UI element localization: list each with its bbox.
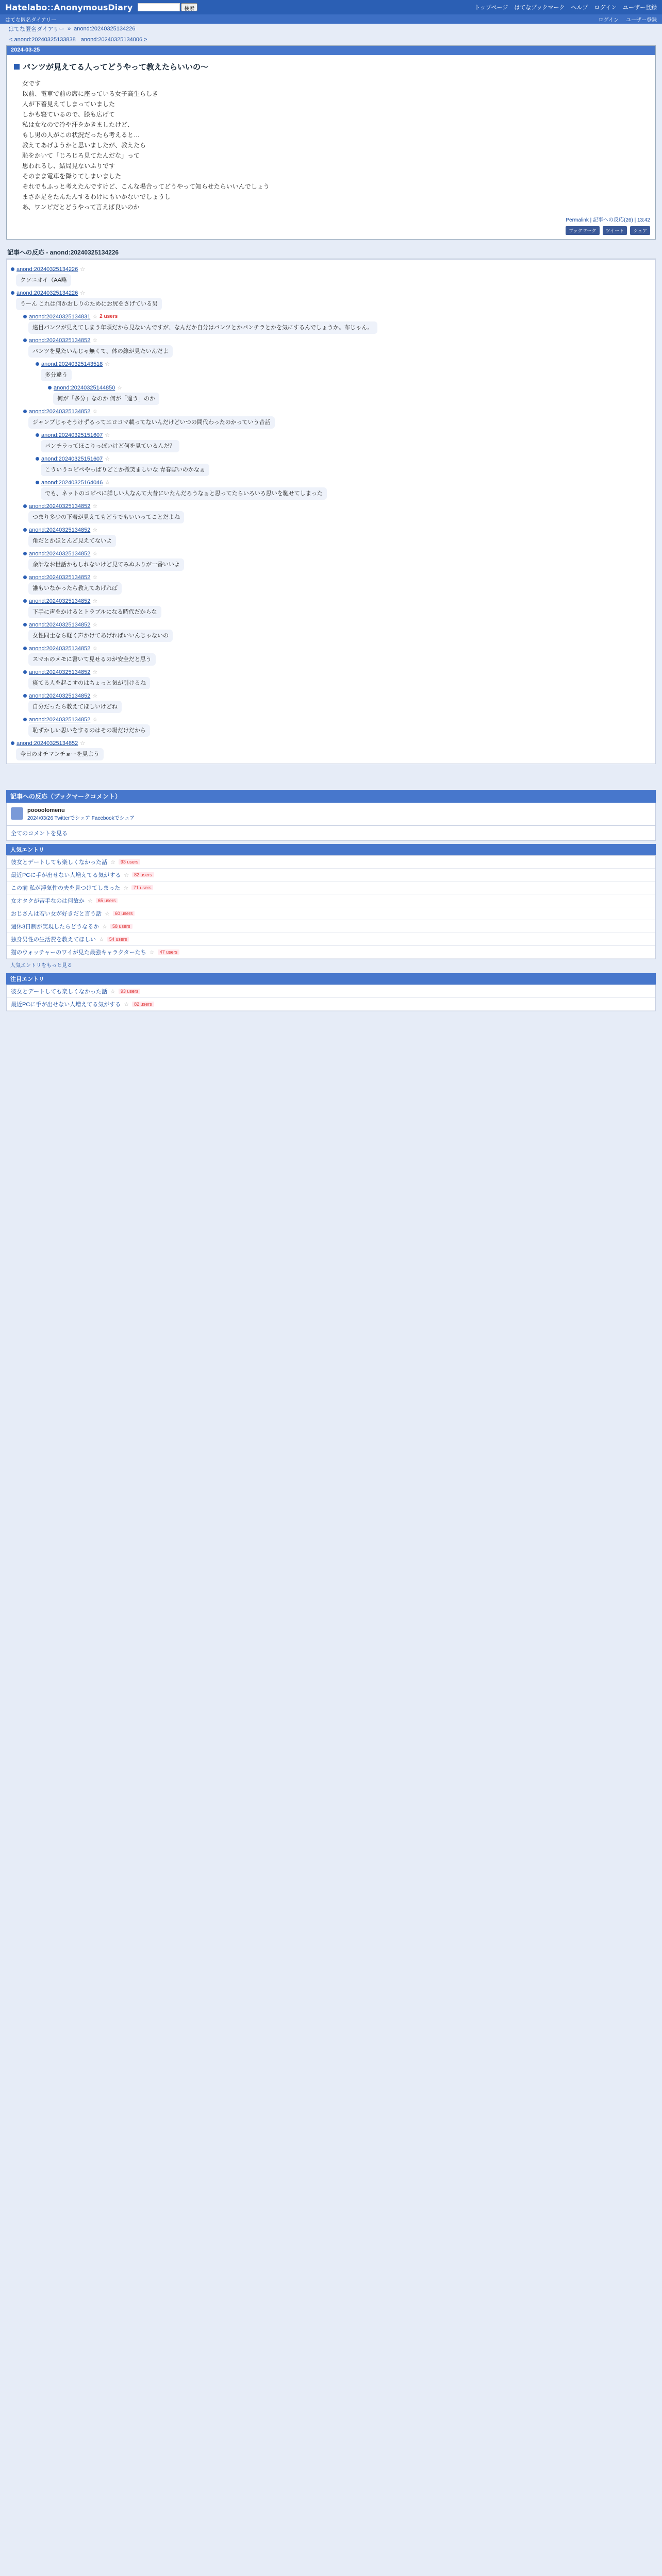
- prev-entry-link[interactable]: < anond:20240325133838: [9, 37, 76, 43]
- bookmark-count-badge[interactable]: 65 users: [96, 898, 118, 903]
- recent-list: [6, 985, 656, 1011]
- comment: [23, 598, 651, 618]
- bookmark-count-badge[interactable]: 60 users: [113, 911, 135, 916]
- bullet-icon: [11, 267, 14, 271]
- comment-id-link[interactable]: anond:20240325134852: [29, 598, 91, 604]
- comment: [36, 455, 651, 476]
- sub-login-link[interactable]: ログイン: [598, 17, 619, 23]
- comment-id-link[interactable]: anond:20240325134226: [16, 290, 78, 296]
- comment: [23, 337, 651, 358]
- entry-title[interactable]: 週休3日制が実現したらどうなるか: [11, 924, 100, 930]
- bookmark-count-badge[interactable]: 2 users: [100, 314, 118, 319]
- sub-register-link[interactable]: ユーザー登録: [626, 17, 657, 23]
- article-line: もし男の人がこの状況だったら考えると…: [22, 131, 140, 139]
- list-item[interactable]: [7, 882, 655, 894]
- comment-id-link[interactable]: anond:20240325134852: [29, 692, 91, 699]
- comment-header: [23, 621, 651, 628]
- comment-header: [23, 337, 651, 344]
- entry-title[interactable]: おじさんは若い女が好きだと言う話: [11, 911, 102, 917]
- title-square-icon: [14, 64, 20, 70]
- article-date: 2024-03-25: [7, 46, 655, 55]
- star-icon[interactable]: ☆: [149, 949, 155, 956]
- article-line: 人が下着見えてしまっていました: [22, 100, 115, 108]
- entry-title[interactable]: 彼女とデートしても楽しくなかった話: [11, 859, 107, 866]
- comment-body: 余計なお世話かもしれないけど見てみぬふりが一番いいよ: [28, 558, 184, 571]
- comment-id-link[interactable]: anond:20240325134852: [29, 669, 91, 675]
- comment-body: つまり多少の下着が見えてもどうでもいいってことだよね: [28, 511, 184, 523]
- bullet-icon: [23, 552, 27, 555]
- comment-header: [36, 455, 651, 462]
- star-icon[interactable]: ☆: [102, 923, 107, 930]
- entry-title[interactable]: 最近PCに手が出せない人増えてる気がする: [11, 872, 121, 878]
- comment: [23, 716, 651, 737]
- comment-id-link[interactable]: anond:20240325144850: [54, 384, 115, 391]
- top-bar: [0, 0, 662, 14]
- breadcrumb-home[interactable]: はてな匿名ダイアリー: [8, 26, 65, 32]
- comment-id-link[interactable]: anond:20240325134852: [29, 503, 91, 510]
- bookmark-count-badge[interactable]: 82 users: [132, 1002, 154, 1007]
- comment-id-link[interactable]: anond:20240325134852: [29, 337, 91, 344]
- popular-more-link[interactable]: 人気エントリをもっと見る: [10, 963, 72, 969]
- comment-header: [23, 503, 651, 510]
- comment: [36, 479, 651, 500]
- comment-id-link[interactable]: anond:20240325134852: [29, 716, 91, 723]
- top-link-login[interactable]: ログイン: [594, 5, 617, 11]
- comment: [36, 361, 651, 381]
- comment: [23, 503, 651, 523]
- bookmark-count-badge[interactable]: 47 users: [158, 950, 180, 955]
- star-icon[interactable]: ☆: [92, 409, 98, 415]
- comment-body: パンツを見たいんじゃ無くて、体の線が見たいんだよ: [28, 345, 173, 358]
- comment-id-link[interactable]: anond:20240325134852: [29, 645, 91, 652]
- entry-title[interactable]: 彼女とデートしても楽しくなかった話: [11, 989, 107, 995]
- bookmark-share-button[interactable]: ブックマーク: [566, 226, 599, 235]
- article-title-row: [14, 61, 648, 72]
- comment: [23, 669, 651, 689]
- bullet-icon: [36, 362, 39, 366]
- bullet-icon: [23, 338, 27, 342]
- article-line: 教えてあげようかと思いましたが、教えたら: [22, 142, 146, 149]
- comment-body: 女性同士なら軽く声かけてあげればいいんじゃないの: [28, 630, 173, 642]
- comment-header: [23, 669, 651, 675]
- comment-header: [23, 550, 651, 557]
- bookmark-count-badge[interactable]: 54 users: [107, 937, 129, 942]
- list-item[interactable]: [7, 856, 655, 869]
- comment-id-link[interactable]: anond:20240325164046: [41, 479, 103, 486]
- star-icon[interactable]: ☆: [92, 717, 98, 723]
- breadcrumb-current: anond:20240325134226: [74, 26, 136, 32]
- comment-body: 自分だったら教えてほしいけどね: [28, 701, 122, 713]
- bookmark-count-badge[interactable]: 82 users: [132, 872, 154, 877]
- sub-bar: [0, 14, 662, 24]
- article-line: そのまま電車を降りてしまいました: [22, 173, 122, 180]
- bookmark-heading: 記事への反応（ブックマークコメント）: [6, 790, 656, 803]
- bookmark-section: [6, 790, 656, 1011]
- comment-body: 誰もいなかったら教えてあげれば: [28, 582, 122, 595]
- comment: [48, 384, 651, 405]
- comment-header: [23, 408, 651, 415]
- star-icon[interactable]: ☆: [92, 551, 98, 557]
- comment: [23, 527, 651, 547]
- bullet-icon: [36, 457, 39, 461]
- comment-header: [23, 645, 651, 652]
- star-icon[interactable]: ☆: [105, 480, 110, 486]
- bullet-icon: [11, 741, 14, 745]
- comment-body: うーん これは何かおしりのためにお尻をさげている男: [16, 298, 162, 310]
- bookmark-user: [6, 803, 656, 826]
- list-item[interactable]: [7, 998, 655, 1011]
- bookmark-count-badge[interactable]: 71 users: [131, 885, 154, 890]
- search-input[interactable]: [138, 3, 180, 11]
- comment-body: パンチラってほこりっぽいけど何を見ているんだ？: [41, 440, 179, 452]
- bullet-icon: [23, 575, 27, 579]
- comment-header: [23, 692, 651, 699]
- pager: [6, 34, 656, 45]
- entry-title[interactable]: 猫のウォッチャーのワイが見た最強キャラクターたち: [11, 950, 146, 956]
- comment: [23, 692, 651, 713]
- bullet-icon: [23, 410, 27, 413]
- comment-body: 角だとかほとんど見えてないよ: [28, 535, 116, 547]
- list-item[interactable]: [7, 933, 655, 946]
- star-icon[interactable]: ☆: [124, 1001, 129, 1008]
- comment-body: 何が「多分」なのか 何が「違う」のか: [53, 393, 159, 405]
- star-icon[interactable]: ☆: [80, 740, 86, 747]
- comment-id-link[interactable]: anond:20240325134831: [29, 313, 91, 320]
- star-icon[interactable]: ☆: [105, 456, 110, 462]
- comment-header: [11, 290, 651, 296]
- bullet-icon: [36, 433, 39, 437]
- article-body: [7, 78, 655, 212]
- popular-list: [6, 855, 656, 959]
- bullet-icon: [23, 670, 27, 674]
- article-line: あ、ワンピだとどうやって言えば良いのか: [22, 204, 140, 211]
- comment-id-link[interactable]: anond:20240325134852: [29, 527, 91, 533]
- bullet-icon: [23, 504, 27, 508]
- top-link-top[interactable]: トップページ: [474, 5, 508, 11]
- star-icon[interactable]: ☆: [80, 290, 86, 296]
- star-icon[interactable]: ☆: [92, 598, 98, 604]
- article-line: 以前、電車で前の席に座っている女子高生らしき: [22, 90, 159, 97]
- bullet-icon: [23, 694, 27, 698]
- article-line: まさか足をたんたんするわけにもいかないでしょうし: [22, 193, 171, 200]
- bullet-icon: [23, 647, 27, 650]
- sub-home-link[interactable]: はてな匿名ダイアリー: [5, 17, 57, 23]
- comment-body: 寝てる人を起こすのはちょっと気が引けるね: [28, 677, 150, 689]
- list-item[interactable]: [7, 907, 655, 920]
- comment-id-link[interactable]: anond:20240325134226: [16, 266, 78, 273]
- top-link-bookmark[interactable]: はてなブックマーク: [514, 5, 565, 11]
- article-time: 13:42: [637, 217, 650, 223]
- star-icon[interactable]: ☆: [110, 988, 115, 995]
- star-icon[interactable]: ☆: [92, 693, 98, 699]
- bullet-icon: [23, 528, 27, 532]
- article-line: 私は女なので冷や汗をかきましたけど、: [22, 121, 134, 128]
- list-item[interactable]: [7, 869, 655, 882]
- star-icon[interactable]: ☆: [92, 622, 98, 628]
- comment-header: [36, 479, 651, 486]
- comment-header: [23, 598, 651, 604]
- bookmark-user-sub: 2024/03/26 Twitterでシェア Facebookでシェア: [27, 816, 135, 821]
- star-icon[interactable]: ☆: [117, 385, 123, 391]
- comment-body: クソニオイ（AA略: [16, 274, 71, 286]
- comment-header: [11, 266, 651, 273]
- list-item[interactable]: [7, 920, 655, 933]
- bullet-icon: [23, 623, 27, 626]
- comments-list: [6, 259, 656, 764]
- comment-body: 恥ずかしい思いをするのはその場だけだから: [28, 724, 150, 737]
- comment: [11, 740, 651, 760]
- entry-title[interactable]: 女オタクが苦手なのは何故か: [11, 898, 85, 904]
- reactions-link[interactable]: 記事への反応(26): [593, 217, 633, 223]
- share-buttons: [7, 224, 655, 239]
- bullet-icon: [23, 718, 27, 721]
- star-icon[interactable]: ☆: [92, 337, 98, 344]
- bullet-icon: [23, 315, 27, 318]
- comment: [11, 290, 651, 310]
- comment: [23, 574, 651, 595]
- comment-id-link[interactable]: anond:20240325151607: [41, 455, 103, 462]
- comment: [23, 621, 651, 642]
- comment-header: [23, 313, 651, 320]
- article-footer: Permalink | 記事への反応(26) | 13:42: [566, 217, 650, 223]
- comment: [23, 645, 651, 666]
- comment-body: 遠目パンツが見えてしまう年頃だから見ないんですが、なんだか自分はパンツとかパンチラとかを気にするんでしょうか。布じゃん。: [28, 321, 377, 334]
- comment-body: 多分違う: [41, 369, 72, 381]
- permalink[interactable]: Permalink: [566, 217, 589, 223]
- star-icon[interactable]: ☆: [99, 936, 104, 943]
- comment: [23, 550, 651, 571]
- bullet-icon: [48, 386, 52, 389]
- comment-header: [23, 527, 651, 533]
- bullet-icon: [11, 291, 14, 295]
- facebook-share-button[interactable]: シェア: [630, 226, 650, 235]
- all-comments-link[interactable]: 全てのコメントを見る: [6, 826, 656, 841]
- bookmark-count-badge[interactable]: 93 users: [119, 989, 141, 994]
- star-icon[interactable]: ☆: [92, 314, 98, 320]
- comment-body: でも、ネットのコピペに詳しい人なんて大昔にいたんだろうなぁと思ってたらいろいろ思いを馳せてしまった: [41, 487, 327, 500]
- star-icon[interactable]: ☆: [92, 574, 98, 581]
- comment-body: こういうコピペやっぱりどこか微笑ましいな 青春ぽいのかなぁ: [41, 464, 209, 476]
- star-icon[interactable]: ☆: [92, 527, 98, 533]
- comment: [23, 408, 651, 429]
- comment-header: [23, 716, 651, 723]
- star-icon[interactable]: ☆: [92, 669, 98, 675]
- comment-id-link[interactable]: anond:20240325134852: [16, 740, 78, 747]
- avatar[interactable]: [11, 807, 23, 820]
- bookmark-count-badge[interactable]: 93 users: [119, 859, 141, 865]
- article-title[interactable]: パンツが見えてる人ってどうやって教えたらいいの〜: [23, 63, 209, 72]
- bookmark-username[interactable]: poooolomenu: [27, 807, 65, 814]
- comment: [23, 313, 651, 334]
- top-link-help[interactable]: ヘルプ: [571, 5, 588, 11]
- breadcrumb: はてな匿名ダイアリー » anond:20240325134226: [8, 26, 136, 32]
- comment-id-link[interactable]: anond:20240325134852: [29, 621, 91, 628]
- comment: [36, 432, 651, 452]
- popular-heading: 人気エントリ: [6, 844, 656, 855]
- star-icon[interactable]: ☆: [105, 361, 110, 367]
- tweet-share-button[interactable]: ツイート: [603, 226, 627, 235]
- entry-title[interactable]: 独身男性の生活費を教えてほしい: [11, 937, 96, 943]
- entry-title[interactable]: 最近PCに手が出せない人増えてる気がする: [11, 1002, 121, 1008]
- star-icon[interactable]: ☆: [92, 503, 98, 510]
- recent-heading: 注目エントリ: [6, 973, 656, 985]
- star-icon[interactable]: ☆: [110, 859, 115, 866]
- article: [6, 45, 656, 240]
- star-icon[interactable]: ☆: [123, 885, 128, 891]
- top-link-register[interactable]: ユーザー登録: [623, 5, 657, 11]
- list-item[interactable]: [7, 985, 655, 998]
- article-line: それでもふっと考えたんですけど、こんな場合ってどうやって知らせたらいいんでしょう: [22, 183, 270, 190]
- top-links: [474, 3, 657, 11]
- comment-header: [36, 432, 651, 438]
- comment-header: [48, 384, 651, 391]
- bullet-icon: [23, 599, 27, 603]
- search-button[interactable]: 検索: [181, 3, 197, 11]
- comment-body: ジャンプじゃそうけずるってエロコマ載ってないんだけどいつの間代わったのかっていう昔話: [28, 416, 275, 429]
- comment-body: スマホのメモに書いて見せるのが安全だと思う: [28, 653, 156, 666]
- comment-id-link[interactable]: anond:20240325143518: [41, 361, 103, 367]
- bullet-icon: [36, 481, 39, 484]
- comment-id-link[interactable]: anond:20240325134852: [29, 574, 91, 581]
- list-item[interactable]: [7, 946, 655, 959]
- article-line: 思われるし、結局見ないふりです: [22, 162, 115, 170]
- star-icon[interactable]: ☆: [105, 432, 110, 438]
- star-icon[interactable]: ☆: [105, 910, 110, 917]
- site-logo[interactable]: Hatelabo::AnonymousDiary: [5, 2, 133, 12]
- bookmark-count-badge[interactable]: 58 users: [110, 924, 133, 929]
- comment-id-link[interactable]: anond:20240325134852: [29, 408, 91, 415]
- comment-body: 今日のオチマンチョーを見よう: [16, 748, 104, 760]
- article-line: しかも寝ているので、膝も広げて: [22, 111, 115, 118]
- star-icon[interactable]: ☆: [124, 872, 129, 878]
- next-entry-link[interactable]: anond:20240325134006 >: [80, 37, 147, 43]
- comment-id-link[interactable]: anond:20240325151607: [41, 432, 103, 438]
- article-line: 女です: [22, 80, 41, 87]
- article-line: 恥をかいて「じろじろ見てたんだな」って: [22, 152, 140, 159]
- star-icon[interactable]: ☆: [92, 646, 98, 652]
- list-item[interactable]: [7, 894, 655, 907]
- comment-header: [11, 740, 651, 747]
- comments-heading: 記事への反応 - anond:20240325134226: [6, 246, 656, 259]
- comment-header: [23, 574, 651, 581]
- comment: [11, 266, 651, 286]
- star-icon[interactable]: ☆: [80, 266, 86, 273]
- comment-id-link[interactable]: anond:20240325134852: [29, 550, 91, 557]
- comment-body: 下手に声をかけるとトラブルになる時代だからな: [28, 606, 161, 618]
- star-icon[interactable]: ☆: [88, 897, 93, 904]
- comment-header: [36, 361, 651, 367]
- entry-title[interactable]: この前 私が浮気性の夫を見つけてしまった: [11, 885, 121, 891]
